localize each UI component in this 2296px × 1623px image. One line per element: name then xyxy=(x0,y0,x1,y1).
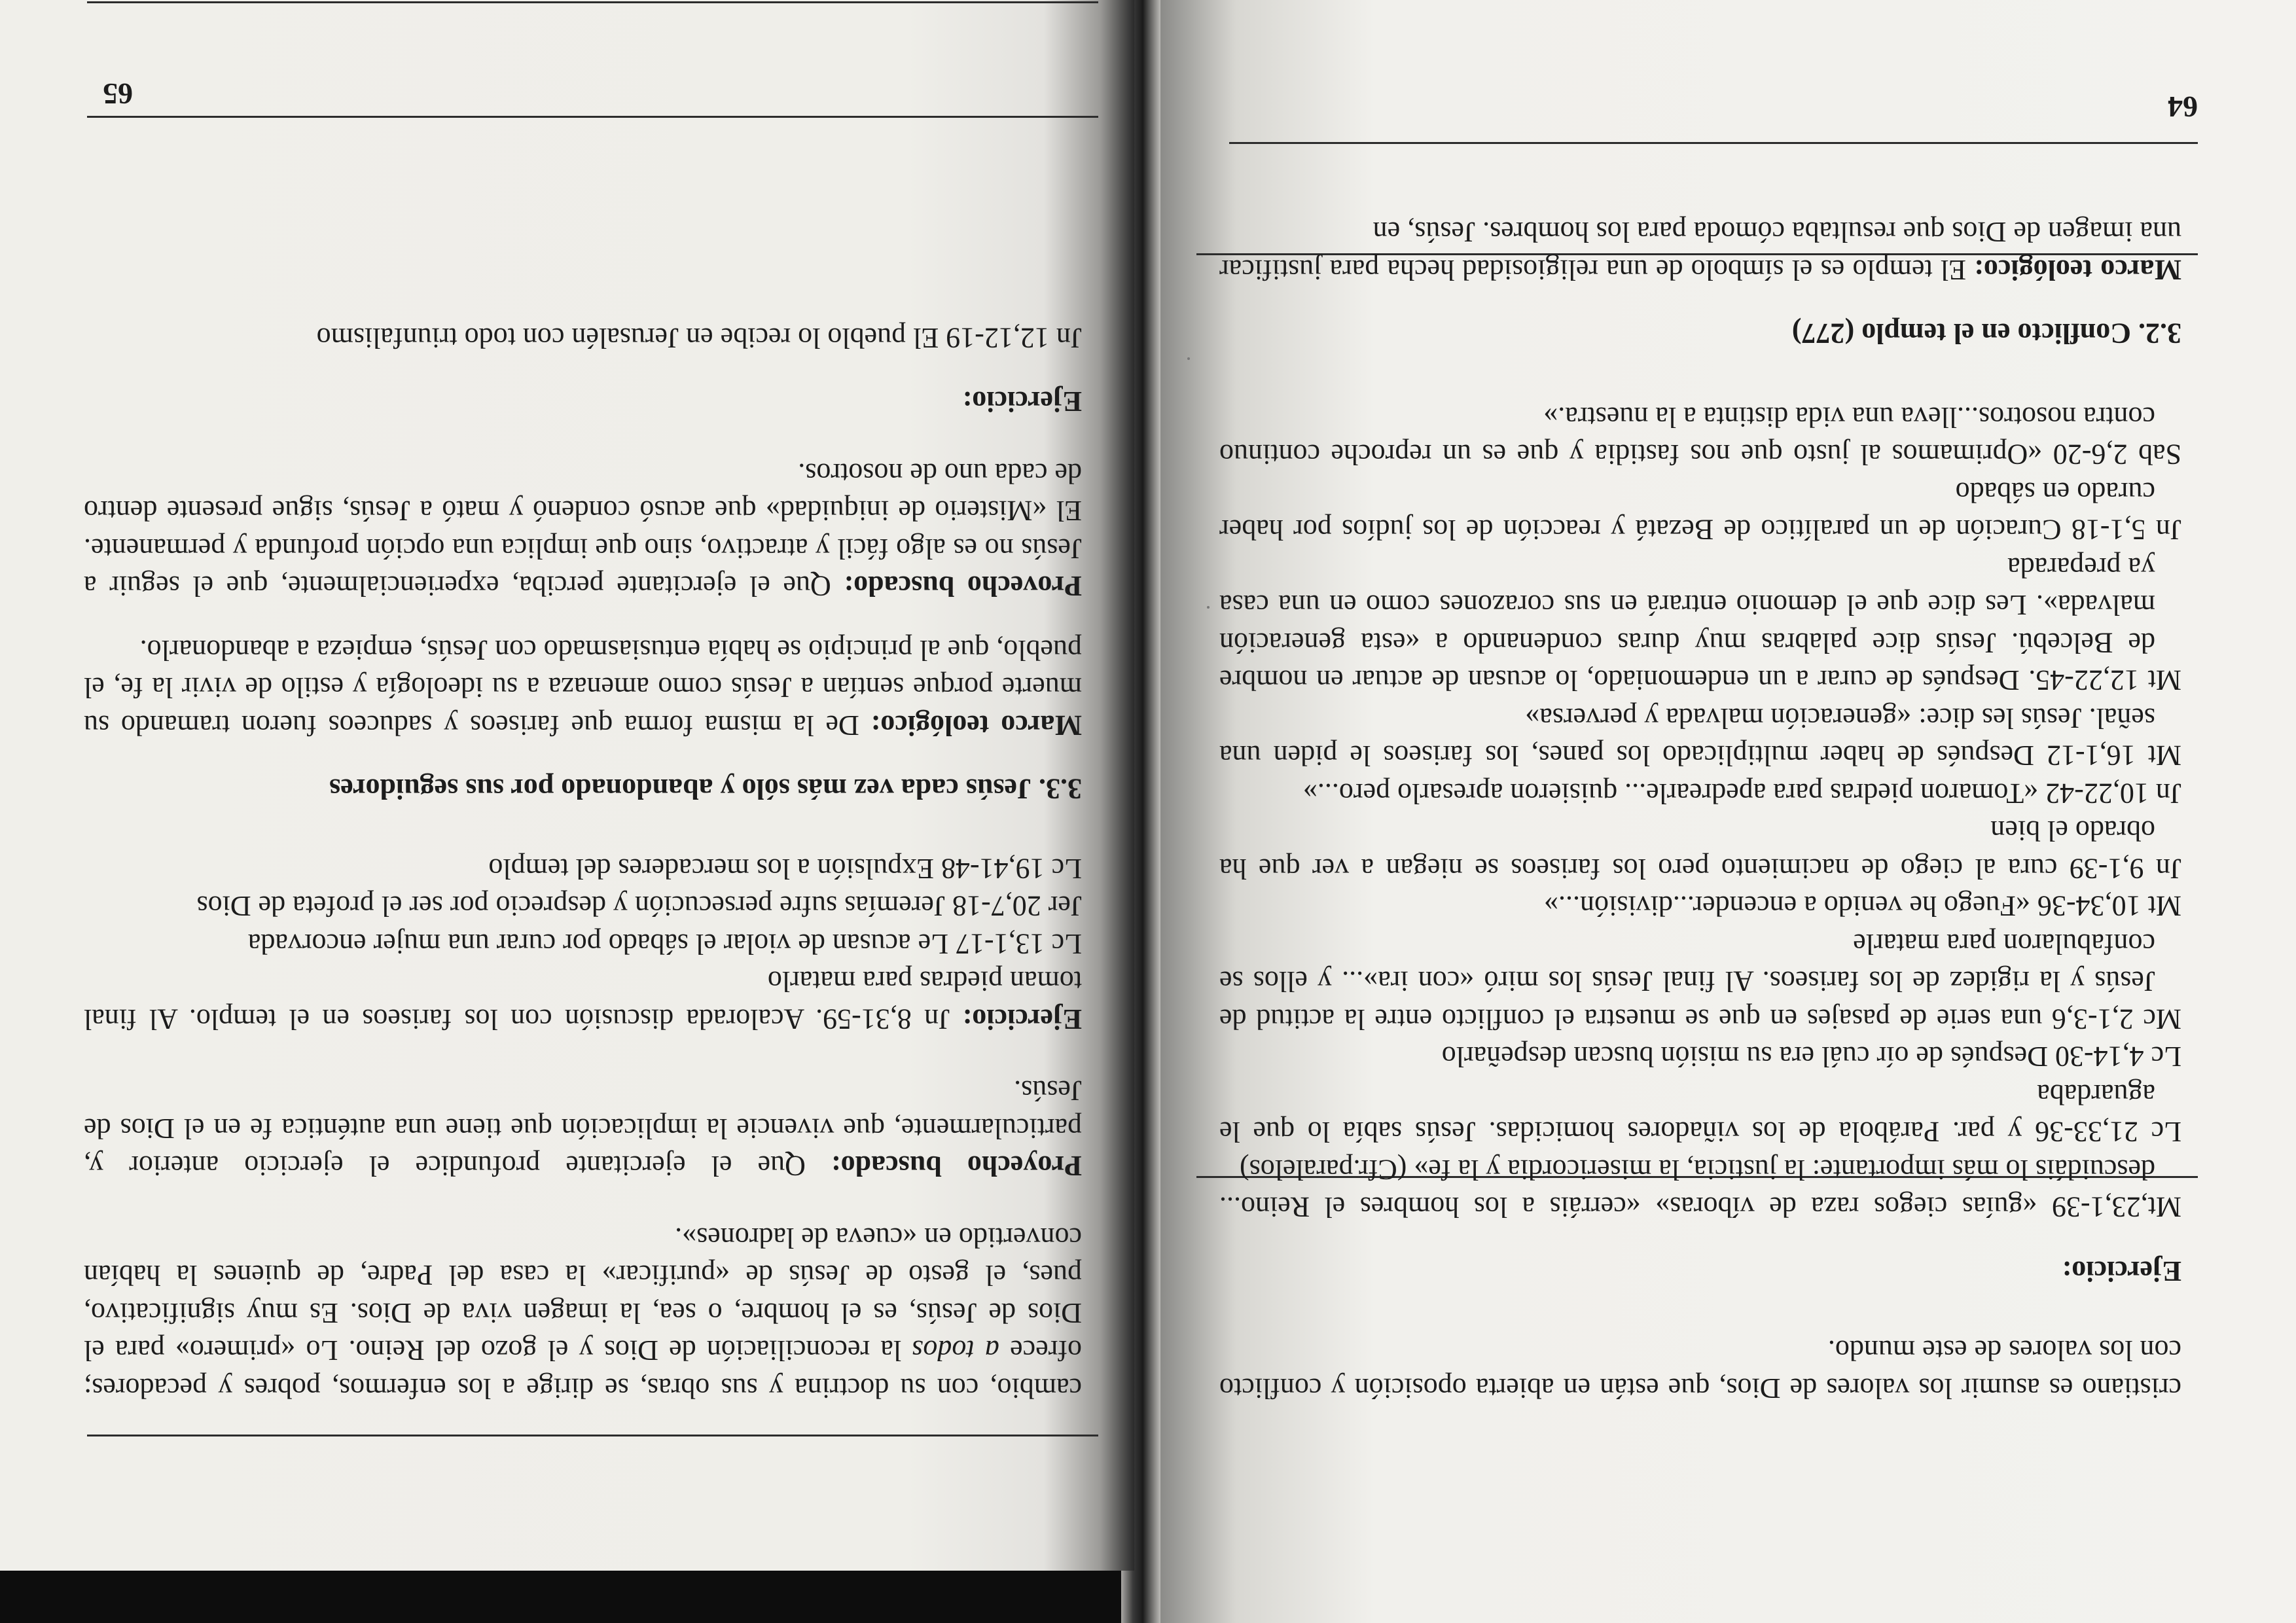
reference-item: Jer 20,7-18 Jeremías sufre persecución y desprecio por ser el profeta de Dios xyxy=(196,890,1082,923)
marco-paragraph xyxy=(84,632,1082,745)
proyecto-label: Proyecho buscado: xyxy=(831,1150,1082,1183)
page-65 xyxy=(0,0,1134,1571)
marco-label: Marco teológico: xyxy=(1974,254,2181,286)
reference-item: Mt 10,34-36 «Fuego he venido a encender...división...» xyxy=(1544,890,2181,923)
edge-rule xyxy=(87,1,1098,3)
marco-label: Marco teológico: xyxy=(870,709,1082,741)
body-text xyxy=(84,319,1082,1408)
ejercicio-label: Ejercicio: xyxy=(962,1003,1082,1035)
scan-speck xyxy=(1187,357,1190,360)
reference-item: Jn 9,1-39 cura al ciego de nacimiento pero los fariseos se niegan a ver que ha obrado el bien xyxy=(1219,815,2181,885)
reference-item: Lc 21,33-36 y par. Parábola de los viñadores homicidas. Jesús sabía lo que le aguardaba xyxy=(1219,1079,2181,1149)
reference-item: Lc 19,41-48 Expulsión a los mercaderes del templo xyxy=(488,853,1082,885)
body-bottom-text xyxy=(1219,213,2181,1407)
page-64 xyxy=(1144,0,2296,1623)
intro-italic: a todos xyxy=(912,1334,999,1367)
ejercicio-heading: Ejercicio: xyxy=(962,385,1082,418)
reference-item: Mc 2,1-3,6 una serie de pasajes en que se muestra el conflicto entre la actitud de Jesús y la rigidez de los fariseos. Al final Jesús los miró «con ira»... y ellos se confabularon para matarle xyxy=(1219,928,2181,1035)
header-rule xyxy=(1229,142,2198,144)
provecho-paragraph xyxy=(84,455,1082,605)
section-title: 3.2. Conflicto en el templo (277) xyxy=(1791,317,2181,350)
proyecto-text: Que el ejercitante profundice el ejercicio anterior y, particularmente, que vivencie la implicación que tiene una auténtica fe en el Dios de Jesús. xyxy=(83,1075,1082,1183)
reference-item: Jn 10,22-42 «Tomaron piedras para apedrearle... quisieron apresarlo pero...» xyxy=(1302,777,2181,810)
provecho-label: Provecho buscado: xyxy=(844,570,1082,603)
provecho-text: Que el ejercitante perciba, experiencialmente, que el seguir a Jesús no es algo fácil y atractivo, sino que implica una opción profunda y permanente. El «Misterio de iniquidad» que acusó condenó y mató a Jesús, sigue presente dentro de cada uno de nosotros. xyxy=(83,457,1082,603)
reference-list xyxy=(1219,399,2181,1226)
marco-text: De la misma forma que fariseos y saduceos fueron tramando su muerte porque sentían a Jesús como amenaza a su ideología y estilo de vivir la fe, el pueblo, que al principio se había entusiasmado con Jesús, empieza a abandonarlo. xyxy=(83,634,1082,741)
marco-paragraph xyxy=(1219,213,2181,289)
ejercicio-text: Jn 8,31-59. Acalorada discusión con los fariseos en el templo. Al final toman piedras para matarlo xyxy=(83,965,1082,1035)
page-number: 64 xyxy=(2168,90,2198,124)
reference-item: Jn 12,12-19 El pueblo lo recibe en Jerusalén con todo triunfalismo xyxy=(316,322,1082,354)
reference-list xyxy=(84,850,1082,963)
intro-text: la reconciliación de Dios y el gozo del Reino. Lo «primero» para el Dios de Jesús, es el hombre, o sea, la imagen viva de Dios. Es muy significativo, pues, el gesto de Jesús de «purificar» la casa del Padre, de quienes la habían convertido en «cueva de ladrones». xyxy=(84,1222,1082,1367)
proyecto-paragraph xyxy=(84,1072,1082,1185)
ejercicio-heading: Ejercicio: xyxy=(2062,1255,2181,1287)
header-rule xyxy=(87,116,1098,118)
scan-speck xyxy=(1207,606,1210,609)
intro-paragraph: cristiano es asumir los valores de Dios, que están en abierta oposición y conflicto con los valores de este mundo. xyxy=(1219,1334,2181,1404)
reference-item: Mt 16,1-12 Después de haber multiplicado los panes, los fariseos le piden una señal. Jesús les dice: «generación malvada y perversa» xyxy=(1219,702,2181,772)
reference-item: Mt,23,1-39 «guías ciegos raza de víboras» «cerráis a los hombres el Reino... descuidáis lo más importante: la justicia, la misericordia y la fe» (Cfr.paralelos) xyxy=(1219,1154,2181,1224)
section-title: 3.3. Jesús cada vez más sólo y abandonado por sus seguidores xyxy=(329,773,1082,806)
reference-item: Sab 2,6-20 «Oprimamos al justo que nos fastidia y que es un reproche continuo contra nosotros...lleva una vida distinta a la nuestra.» xyxy=(1219,401,2181,471)
page-number: 65 xyxy=(103,77,133,111)
ejercicio-paragraph xyxy=(84,963,1082,1038)
intro-paragraph xyxy=(84,1219,1082,1408)
top-rule xyxy=(87,1435,1098,1436)
marco-text: El templo es el símbolo de una religiosidad hecha para justificar una imagen de Dios que resultaba cómoda para los hombres. Jesús, en xyxy=(1219,216,2181,286)
reference-list xyxy=(84,319,1082,357)
reference-item: Lc 13,1-17 Le acusan de violar el sábado por curar una mujer encorvada xyxy=(247,928,1082,960)
intro-text: cambio, con su doctrina y sus obras, se dirige a los enfermos, pobres y pecadores; ofrece xyxy=(84,1334,1082,1404)
reference-item: Lc 4,14-30 Después de oír cuál era su misión buscan despeñarlo xyxy=(1441,1041,2181,1073)
reference-item: Mt 12,22-45. Después de curar a un endemoniado, lo acusan de actuar en nombre de Belcebú. Jesús dice palabras muy duras condenando a «esta generación malvada». Les dice que el demonio entrará en sus corazones como en una casa ya preparada xyxy=(1219,552,2181,697)
reference-item: Jn 5,1-18 Curación de un paralítico de Bezatá y reacción de los judíos por haber curado en sábado xyxy=(1219,476,2181,546)
